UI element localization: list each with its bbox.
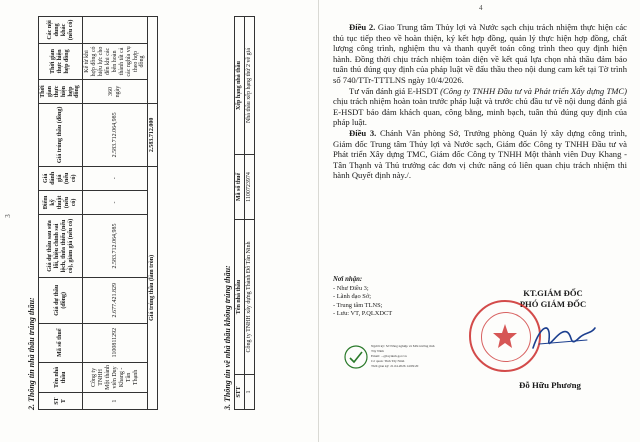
cell-duration: 360 ngày [83,80,148,104]
article-3-text: Chánh Văn phòng Sở, Trưởng phòng Quản lý xây dựng công trình, Giám đốc Trung tâm Thủy lợi và Nước sạch, Giám đốc Công ty TNHH Đầu tư và Phát triển Xây dựng TMC, Giám đốc Công ty TNHH Một thành viên Duy Khang - Tân Thạnh và Thủ trưởng các đơn vị chức năng có liên quan chịu trách nhiệm thi hành Quyết định này./. [333,127,627,181]
cell2-stt: 1 [244,375,254,410]
th2-stt: STT [235,375,245,410]
article-3-paragraph [333,128,627,181]
total-empty [148,17,158,104]
digital-sign-icon [343,344,369,370]
article-2 [333,22,627,181]
signature-title-1: KT.GIÁM ĐỐC [523,288,583,298]
th-winning-price: Giá trúng thầu (đồng) [39,104,83,167]
th-adjusted-price: Giá dự thầu sau sửa lỗi, hiệu chỉnh sai lệch, thừa thiếu (nếu có), giảm giá (nếu có) [39,215,83,278]
digital-sign-line: Người ký: Sở Nông nghiệp và Môi trường tỉnh [371,344,435,348]
cell-other [83,17,148,44]
table-row [83,17,148,410]
th-duration-2: Thời gian thực hiện hợp đồng [39,43,83,79]
recipients-title: Nơi nhận: [333,276,363,283]
recipient-item: - Lưu: VT, P.QLXDCT [333,310,393,318]
right-page [319,0,640,442]
th-bid-price: Giá dự thầu (đồng) [39,277,83,323]
handwritten-signature [529,318,599,358]
cell-stt: 1 [83,393,148,410]
left-page [0,0,319,442]
cell2-bidder-name: Công ty TNHH xây dựng Thành Đô Tân Ninh [244,220,254,375]
cell-adjusted-price: 2.583.712.064,985 [83,215,148,278]
cell2-tax-code: 1100723974 [244,155,254,220]
consultant-company: (Công ty TNHH Đầu tư và Phát triển Xây dựng TMC) [440,85,627,96]
section2-title: 2. Thông tin nhà thầu trúng thầu: [27,297,36,410]
digital-sign-line: Email: ...@tayninh.gov.vn [371,354,407,358]
digital-sign-line: Tây Ninh [371,349,384,353]
losing-bidder-table [234,16,255,410]
consultant-prefix: Tư vấn đánh giá E-HSDT [349,85,441,96]
total-label: Giá trúng thầu (làm tròn) [148,166,158,409]
th-bidder-name: Tên nhà thầu [39,362,83,393]
th2-rank: Xếp hạng nhà thầu [235,17,245,155]
cell-bid-price: 2.677.421.829 [83,277,148,323]
losing-bidder-section [222,16,292,410]
digital-sign-line: Thời gian ký: 21.04.2026 14:09:20 [371,364,419,368]
recipient-item: - Như Điều 3; [333,284,369,292]
consultant-rest: chịu trách nhiệm hoàn toàn trước pháp luật và trước chủ đầu tư về nội dung đánh giá E-HSDT bảo đảm khách quan, công bằng, minh bạch, tuân thủ đúng quy định của pháp luật. [333,96,627,128]
cell-duration-desc: Kể từ khi hợp đồng có hiệu lực cho đến khi các bên hoàn thành tất cả các nghĩa vụ theo hợp đồng [83,43,148,79]
page-number-left: 3 [3,214,12,218]
article-2-text: Giao Trung tâm Thủy lợi và Nước sạch chịu trách nhiệm thực hiện các thủ tục tiếp theo về hoàn thiện, ký kết hợp đồng, quản lý thực hiện hợp đồng, chất lượng công trình, nghiệm thu và thanh quyết toán công trình theo quy định hiện hành. Đồng thời chịu trách nhiệm toàn diện về kết quả lựa chọn nhà thầu đảm bảo tuân thủ đúng quy định của pháp luật về đấu thầu theo nội dung cam kết tại Tờ trình số 740/TTr-TTTLNS ngày 10/4/2026. [333,22,627,85]
th-stt: ST T [39,393,83,410]
digital-signature-mark [343,338,483,376]
digital-sign-line: Cơ quan: Tỉnh Tây Ninh [371,359,405,363]
cell-tech-score: - [83,190,148,214]
signature-title-2: PHÓ GIÁM ĐỐC [519,299,587,309]
th2-tax-code: Mã số thuế [235,155,245,220]
consultant-paragraph [333,86,627,128]
cell-eval-price: - [83,166,148,190]
table-total-row [148,17,158,410]
cell-tax-code: 1100811292 [83,323,148,362]
article-2-label: Điều 2. [349,22,376,32]
table-row [244,17,254,410]
winning-bidder-section [26,16,176,410]
th-other: Các nội dung khác (nếu có) [39,17,83,44]
table2-header-row [235,17,245,410]
cell-bidder-name: Công ty TNHH Một thành viên Duy Khang - Tân Thạnh [83,362,148,393]
winning-bidder-table [38,16,158,410]
table1-header-row [39,17,83,410]
th-tax-code: Mã số thuế [39,323,83,362]
recipients-block [333,276,392,319]
th2-bidder-name: Tên nhà thầu [235,220,245,375]
th-tech-score: Điểm kỹ thuật (nếu có) [39,190,83,214]
signer-name: Đỗ Hữu Phương [519,380,581,390]
recipient-item: - Trung tâm TLNS; [333,301,383,309]
article-2-paragraph [333,22,627,86]
article-3-label: Điều 3. [349,127,377,138]
cell-winning-price: 2.583.712.064,985 [83,104,148,167]
page-number-right: 4 [479,4,483,12]
th-duration: Thời gian thực hiện hợp đồng [39,80,83,104]
total-value: 2.583.712.000 [148,104,158,167]
cell2-rank: Nhà thầu xếp hạng thứ 2 về giá [244,17,254,155]
recipient-item: - Lãnh đạo Sở; [333,293,371,301]
section3-title: 3. Thông tin về nhà thầu không trúng thầu: [223,265,232,410]
th-eval-price: Giá đánh giá (nếu có) [39,166,83,190]
